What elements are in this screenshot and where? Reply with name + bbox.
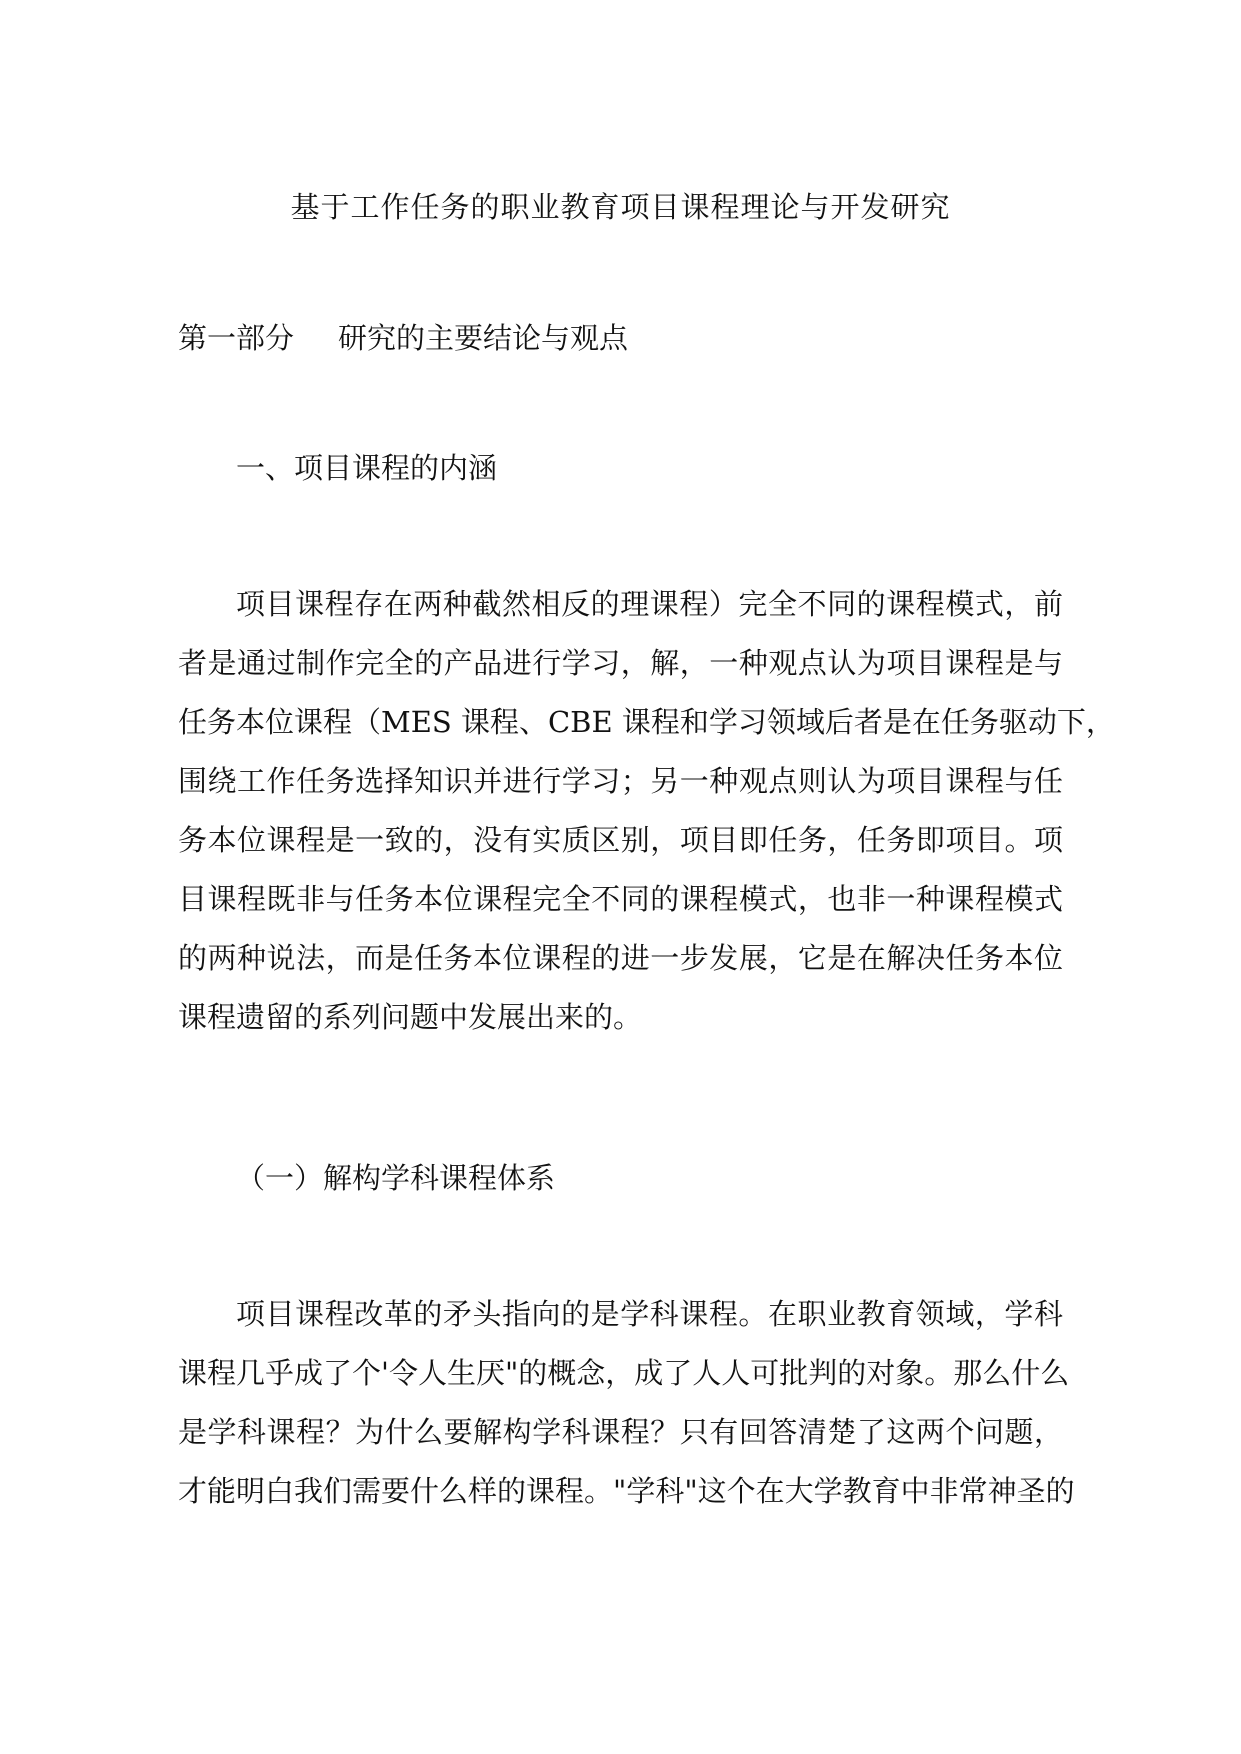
paragraph-line: 的两种说法，而是任务本位课程的进一步发展，它是在解决任务本位: [178, 941, 1063, 975]
paragraph-line: 目课程既非与任务本位课程完全不同的课程模式，也非一种课程模式: [178, 882, 1063, 916]
paragraph-line: 任务本位课程（MES 课程、CBE 课程和学习领域后者是在任务驱动下，: [178, 705, 1115, 739]
paragraph-line: 课程几乎成了个'令人生厌"的概念，成了人人可批判的对象。那么什么: [178, 1356, 1070, 1390]
part-number: 第一部分: [178, 321, 295, 355]
paragraph-line: 课程遗留的系列问题中发展出来的。: [178, 1000, 643, 1034]
section-heading: 一、项目课程的内涵: [236, 451, 498, 485]
paragraph-line: 是学科课程？为什么要解构学科课程？只有回答清楚了这两个问题，: [178, 1415, 1063, 1449]
paragraph-line: 务本位课程是一致的，没有实质区别，项目即任务，任务即项目。项: [178, 823, 1063, 857]
paragraph-line: 围绕工作任务选择知识并进行学习；另一种观点则认为项目课程与任: [178, 764, 1063, 798]
part-name: 研究的主要结论与观点: [338, 321, 629, 355]
paragraph-2: [178, 1285, 1075, 1521]
document-title: 基于工作任务的职业教育项目课程理论与开发研究: [290, 190, 951, 224]
paragraph-line: 项目课程存在两种截然相反的理课程）完全不同的课程模式，前: [236, 587, 1063, 621]
paragraph-1: [178, 575, 1115, 1047]
paragraph-line: 者是通过制作完全的产品进行学习，解，一种观点认为项目课程是与: [178, 646, 1063, 680]
part-heading: [178, 318, 628, 358]
paragraph-line: 才能明白我们需要什么样的课程。"学科"这个在大学教育中非常神圣的: [178, 1474, 1075, 1508]
subsection-heading: （一）解构学科课程体系: [236, 1161, 556, 1195]
paragraph-line: 项目课程改革的矛头指向的是学科课程。在职业教育领域，学科: [236, 1297, 1063, 1331]
